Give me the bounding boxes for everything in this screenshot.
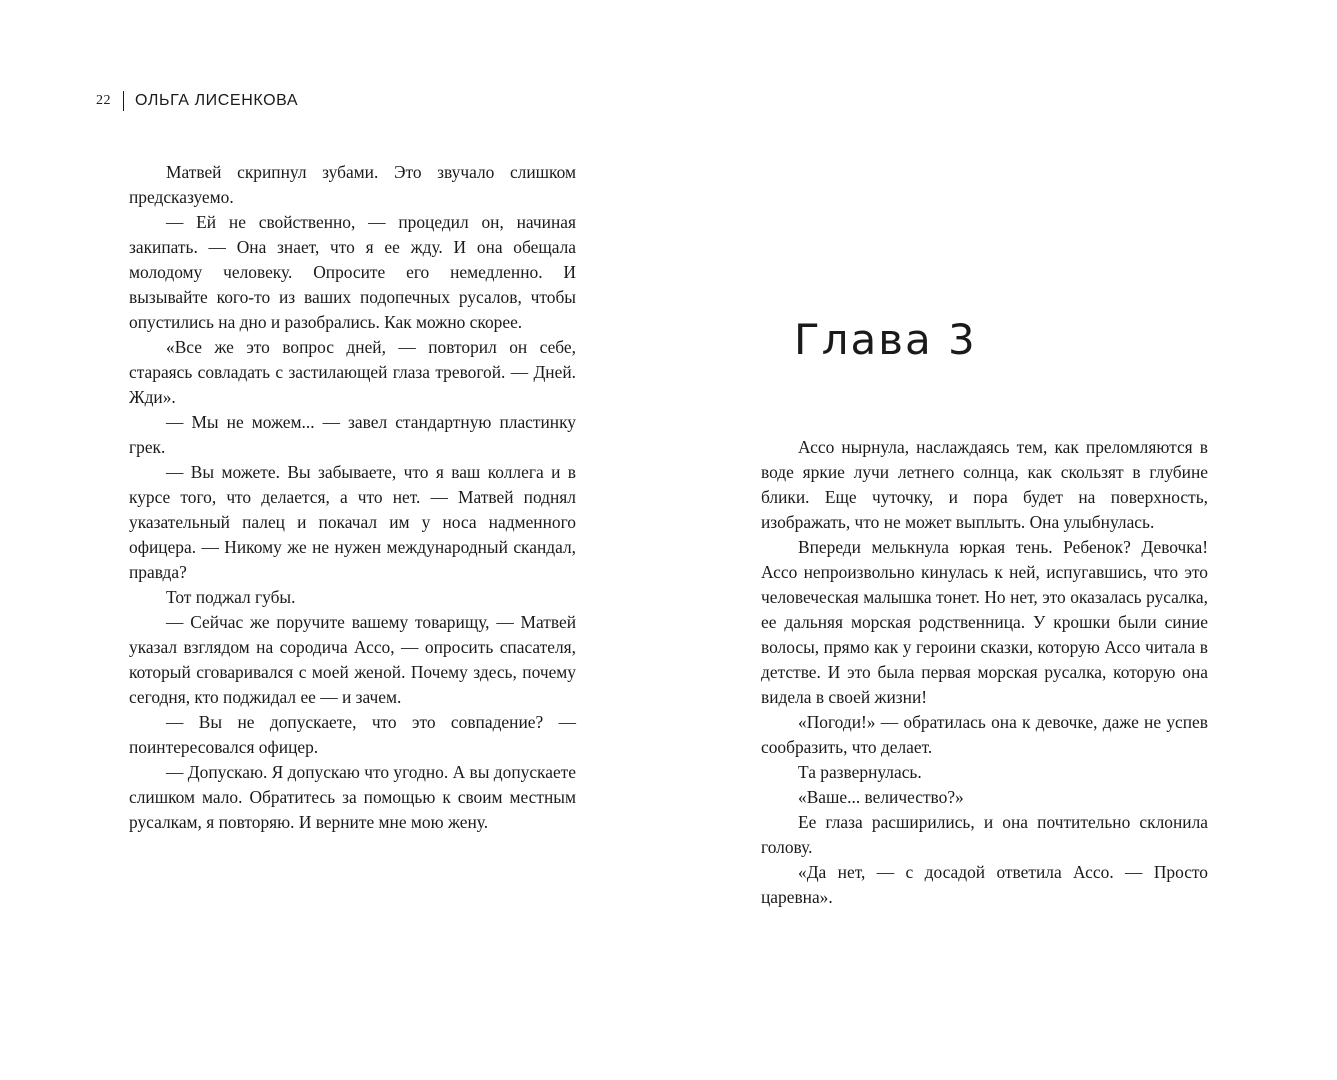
right-page [668,0,1337,1080]
paragraph: Та развернулась. [798,762,922,782]
paragraph: «Погоди!» — обратилась она к девочке, даже не успев сообразить, что делает. [761,712,1208,757]
paragraph: «Ваше... величество?» [798,787,964,807]
page-number: 22 [96,93,111,108]
header-divider [123,91,124,111]
paragraph: — Вы не допускаете, что это совпадение? — поинтересовался офицер. [129,712,576,757]
paragraph: Ассо нырнула, наслаждаясь тем, как преломляются в воде яркие лучи летнего солнца, как скользят в глубине блики. Еще чуточку, и пора будет на поверхность, изображать, что не может выплыть. Она улыбнулась. [761,437,1208,532]
paragraph: Ее глаза расширились, и она почтительно склонила голову. [761,812,1208,857]
paragraph: Тот поджал губы. [166,587,296,607]
paragraph: Впереди мелькнула юркая тень. Ребенок? Девочка! Ассо непроизвольно кинулась к ней, испугавшись, что это человеческая малышка тонет. Но нет, это оказалась русалка, ее дальняя морская родственница. У крошки были синие волосы, прямо как у героини сказки, которую Ассо читала в детстве. И это была первая морская русалка, которую она видела в своей жизни! [761,537,1208,707]
paragraph: — Ей не свойственно, — процедил он, начиная закипать. — Она знает, что я ее жду. И она обещала молодому человеку. Опросите его немедленно. И вызывайте кого-то из ваших подопечных русалов, чтобы опустились на дно и разобрались. Как можно скорее. [129,212,576,332]
left-page-text [129,160,576,835]
running-head [96,88,298,114]
left-page [0,0,668,1080]
paragraph: «Все же это вопрос дней, — повторил он себе, стараясь совладать с застилающей глаза тревогой. — Дней. Жди». [129,337,576,407]
paragraph: «Да нет, — с досадой ответила Ассо. — Просто царевна». [761,862,1208,907]
paragraph: — Вы можете. Вы забываете, что я ваш коллега и в курсе того, что делается, а что нет. — Матвей поднял указательный палец и покачал им у носа надменного офицера. — Никому же не нужен международный скандал, правда? [129,462,576,582]
chapter-title: Глава 3 [794,315,977,364]
paragraph: Матвей скрипнул зубами. Это звучало слишком предсказуемо. [129,162,576,207]
paragraph: — Допускаю. Я допускаю что угодно. А вы допускаете слишком мало. Обратитесь за помощью к своим местным русалкам, я повторяю. И верните мне мою жену. [129,762,576,832]
right-page-text [761,435,1208,910]
paragraph: — Сейчас же поручите вашему товарищу, — Матвей указал взглядом на сородича Ассо, — опросить спасателя, который сговаривался с моей женой. Почему здесь, почему сегодня, кто поджидал ее — и зачем. [129,612,576,707]
author-name: ОЛЬГА ЛИСЕНКОВА [135,92,299,109]
paragraph: — Мы не можем... — завел стандартную пластинку грек. [129,412,576,457]
